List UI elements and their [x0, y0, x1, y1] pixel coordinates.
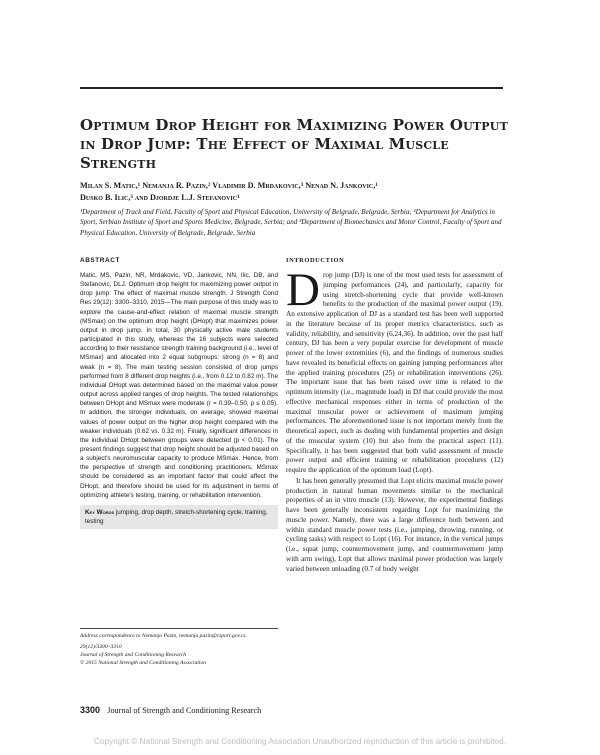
author-list [80, 180, 510, 204]
intro-paragraph-1-text: rop jump (DJ) is one of the most used tests for assessment of jumping performances (24), and particularly, capacity for using stretch-shortening cycle that provide well-known benefits to the production of the maximal power output (19). An extensive application of DJ as a standard test has been well supported in the literature because of its proper metrics characteristics, such as validity, reliability, and sensitivity (6,24,36). In addition, over the past half century, DJ has been a very popular exercise for development of muscle power of the lower extremities (6), and the findings of numerous studies have revealed its beneficial effects on gaining jumping performances after the applied training procedures (25) or rehabilitation interventions (26). The important issue that has been raised over time is related to the optimum intensity (i.e., magnitude load) in DJ that could provide the most effective mechanical responses either in terms of production of the maximal muscular power or achievement of maximum jumping performances. The aforementioned issue is not important merely from the theoretical aspect, such as dealing with fundamental properties and design of the muscular system (10) but also from the practical aspect (11). Specifically, it has been suggested that both valid assessment of muscle power output and efficient training or rehabilitation procedures (12) require the application of the optimum load (Lopt). [286, 271, 503, 474]
article-title: Optimum Drop Height for Maximizing Power Output in Drop Jump: The Effect of Maximal Muscle Strength [80, 116, 508, 172]
drop-cap: D [286, 264, 320, 316]
intro-paragraph-1 [286, 264, 503, 476]
journal-note: Journal of Strength and Conditioning Research [80, 652, 187, 658]
citation-text: 29(12)/3300–3310 [80, 644, 122, 650]
footnote-rule [80, 628, 278, 629]
copyright-note: © 2015 National Strength and Conditioning Association [80, 660, 207, 666]
page-number: 3300 [80, 705, 101, 715]
authors-line-2: Dusko B. Ilic,³ and Djordje L.J. Stefanovic¹ [80, 193, 240, 202]
affiliations: ¹Department of Track and Field, Faculty of Sport and Physical Education, University of Belgrade, Belgrade, Serbia; ²Department for Analytics in Sport, Serbian Institute of Sport and Sports Medicine, Belgrade, Serbia; and ³Department of Biomechanics and Motor Control, Faculty of Sport and Physical Education, University of Belgrade, Belgrade, Serbia [80, 208, 502, 237]
correspondence-note: Address correspondence to Nemanja Pazin, nemanja.pazin@rsport.gov.rs. [80, 633, 247, 639]
right-column [286, 257, 503, 574]
keywords-text: jumping, drop depth, stretch-shortening cycle, training, testing [85, 508, 268, 525]
page-footer [80, 705, 503, 716]
abstract-heading: ABSTRACT [80, 257, 120, 264]
copyright-watermark: Copyright © National Strength and Conditioning Association Unauthorized reproduction of this article is prohibited. [93, 737, 506, 746]
keywords-label: Key Words [85, 508, 115, 516]
authors-line-1: Milan S. Matic,¹ Nemanja R. Pazin,² Vladimir D. Mrdakovic,³ Nenad N. Jankovic,¹ [80, 181, 378, 190]
abstract-text: Matic, MS, Pazin, NR, Mrdakovic, VD, Jankovic, NN, Ilic, DB, and Stefanovic, DLJ. Optimum drop height for maximizing power output in drop jump: The effect of maximal muscle strength. J Strength Cond Res 29(12): 3300–3310, 2015—The main purpose of this study was to explore the cause-and-effect relation of maximal muscle strength (MSmax) on the optimum drop height (DHopt) that maximizes power output in drop jump. In total, 30 physically active male students participated in this study, whereas the 16 subjects were selected according to their resistance strength training background (i.e., level of MSmax) and allocated into 2 equal subgroups: strong (n = 8) and weak (n = 8). The main testing session consisted of drop jumps performed from 8 different drop heights (i.e., from 0.12 to 0.82 m). The individual DHopt was determined based on the maximal value power output across applied ranges of drop heights. The tested relationships between DHopt and MSmax were moderate (r = 0.39–0.50, p ≤ 0.05). In addition, the stronger individuals, on average, showed maximal values of power output on the higher drop height compared with the weaker individuals (0.62 vs. 0.32 m). Finally, significant differences in the individual DHopt between groups were detected (p < 0.01). The present findings suggest that drop height should be adjusted based on a subject's neuromuscular capacity to produce MSmax. Hence, from the perspective of strength and conditioning practitioners, MSmax should be considered as an important factor that could affect the DHopt, and therefore should be used for its adjustment in terms of optimizing athlete's testing, training, or rehabilitation intervention. [80, 272, 278, 499]
intro-paragraph-2: It has been generally presumed that Lopt elicits maximal muscle power production in natural human movements similar to the mechanical properties of an in vitro muscle (13). However, the experimental findings have been generally inconsistent regarding Lopt for maximizing the muscle power. Namely, there was a large difference both between and within standard muscle power tests (i.e., jumping, throwing, running, or cycling tasks) with respect to Lopt (16). For instance, in the vertical jumps (i.e., squat jump, countermovement jump, and countermovement jump with arm swing), Lopt that allows maximal power production was largely varied between unloading (0.7 of body weight [286, 476, 503, 573]
keywords-box [80, 505, 278, 529]
introduction-heading: INTRODUCTION [286, 257, 345, 264]
top-rule [80, 87, 503, 89]
citation-note [80, 643, 278, 667]
footnotes [80, 628, 278, 670]
footer-journal: Journal of Strength and Conditioning Research [107, 706, 262, 715]
left-column [80, 257, 278, 529]
